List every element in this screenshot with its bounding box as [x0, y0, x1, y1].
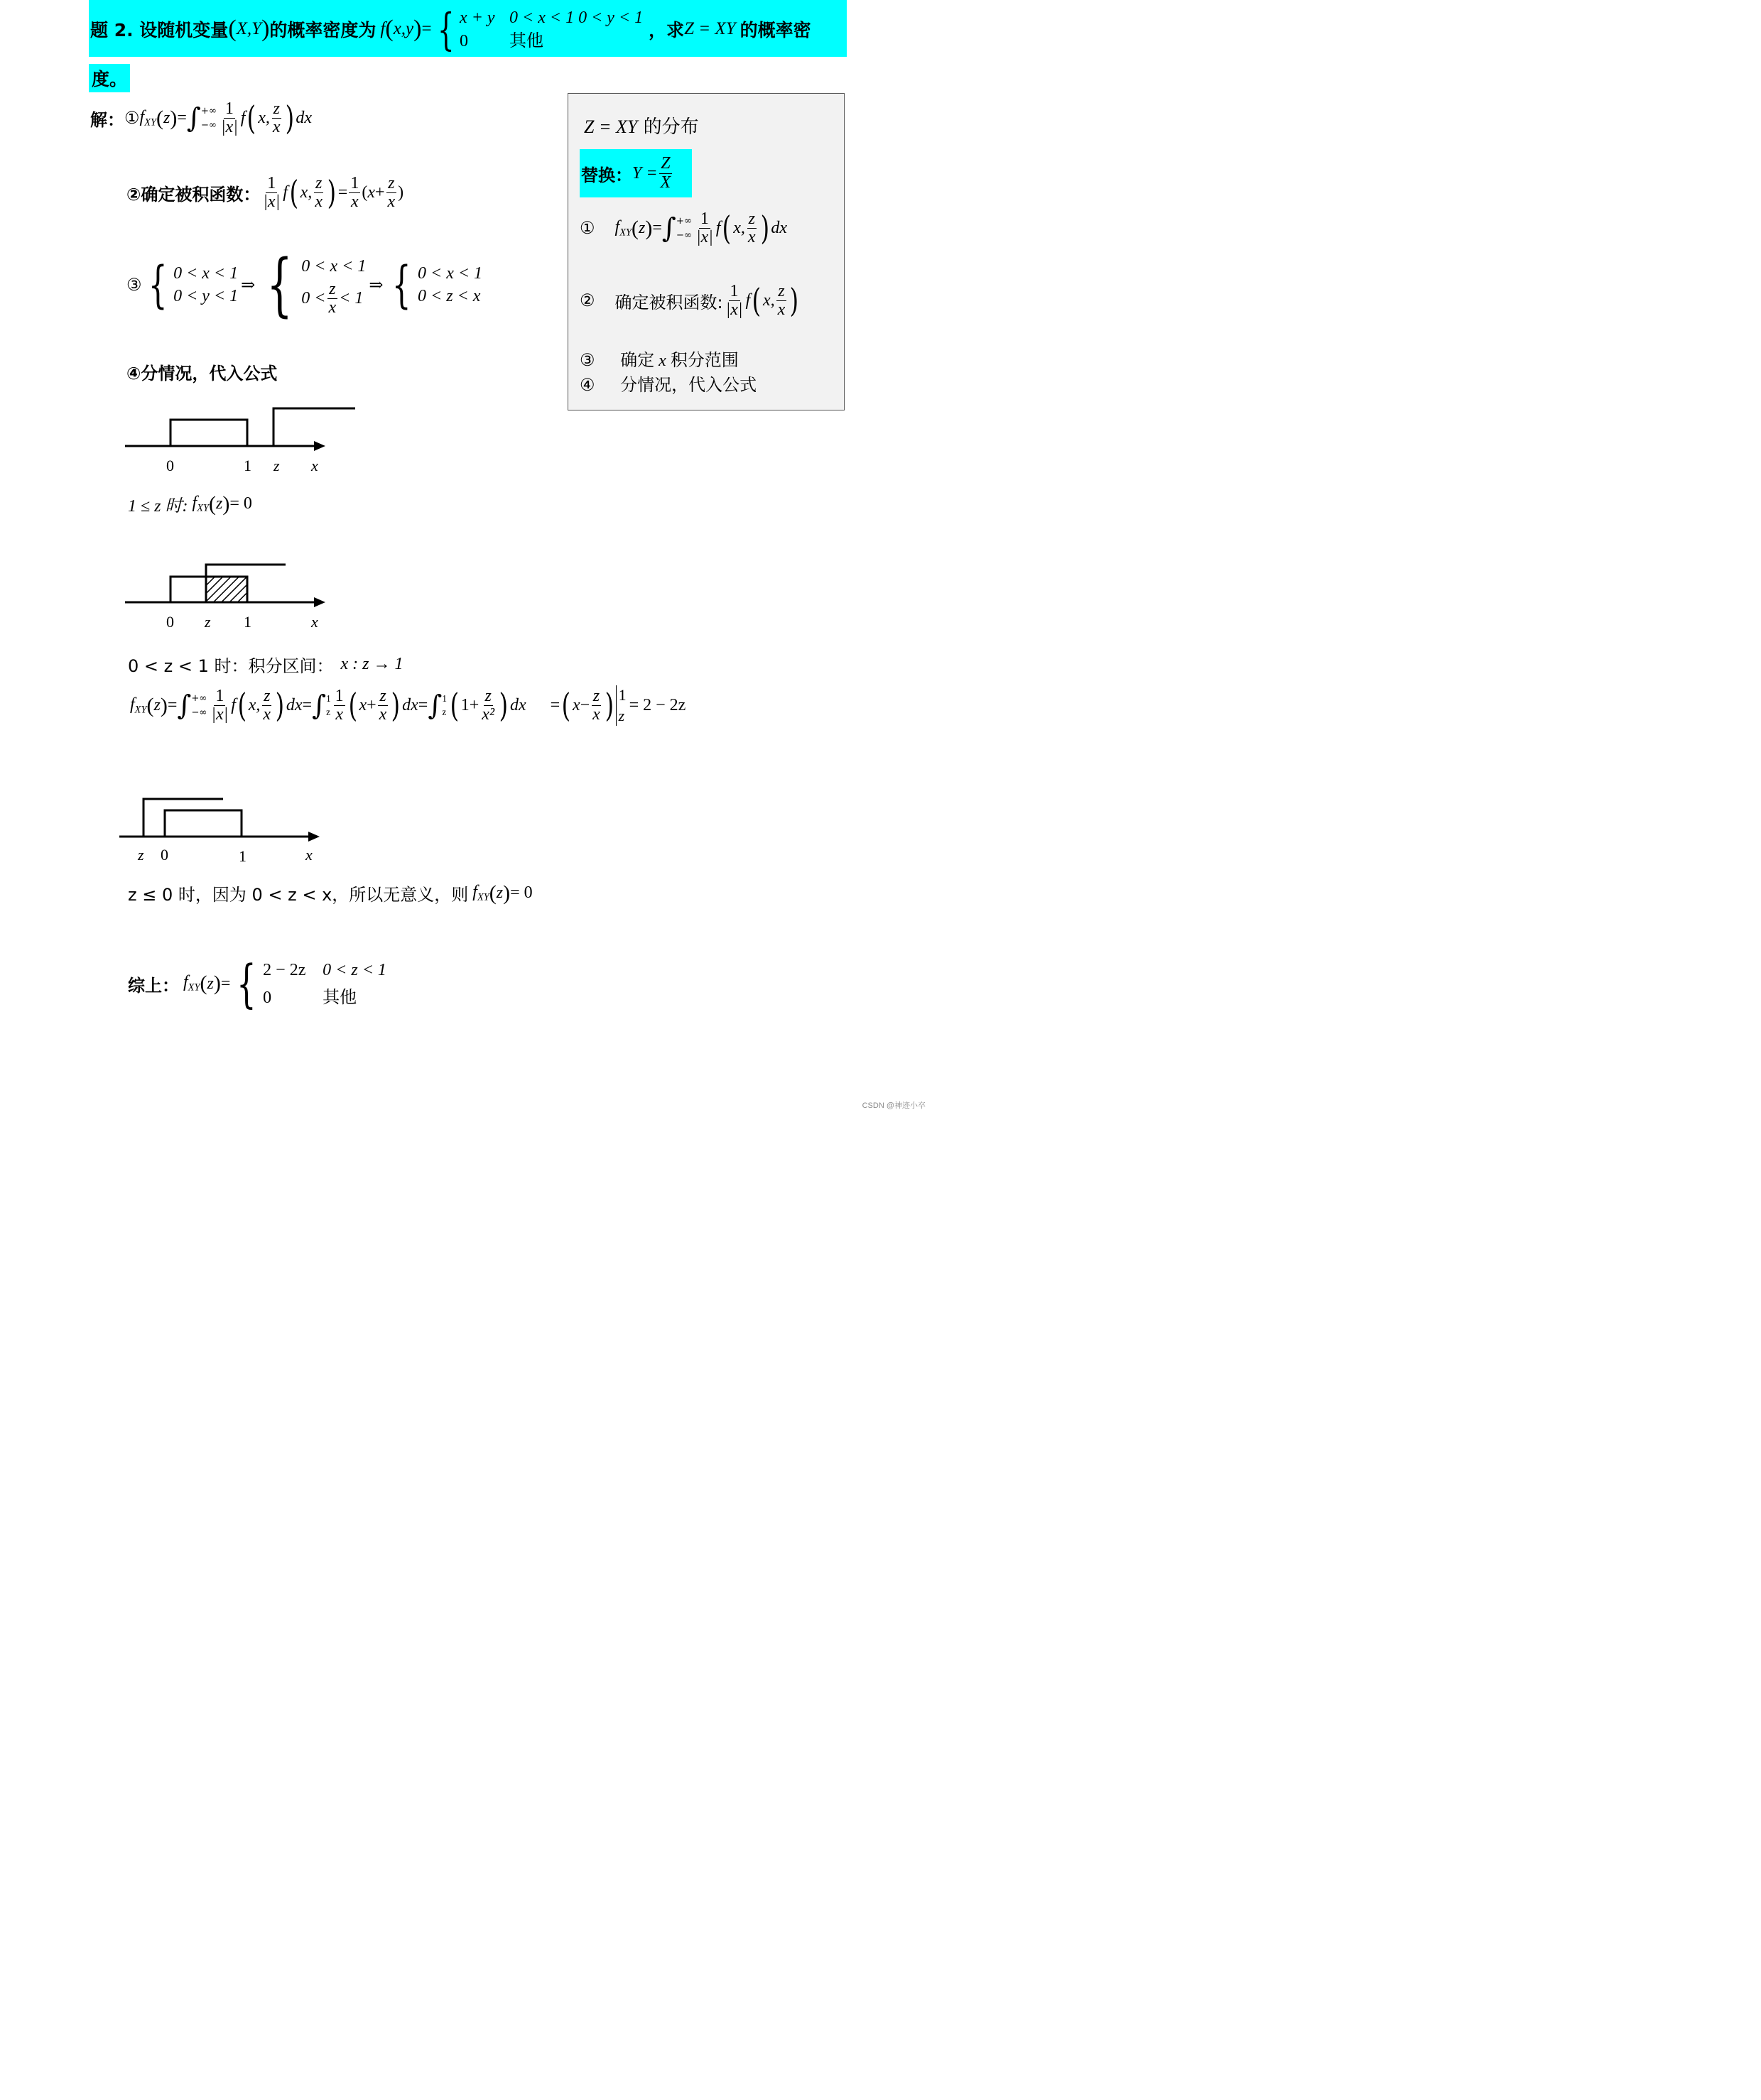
sidebar-step-2: ② 确定被积函数: $\frac{1}{|x|}$ f ( x, $\frac{z}{x}$ ) [580, 281, 799, 320]
svg-text:1: 1 [244, 457, 251, 474]
svg-text:x: x [311, 457, 318, 474]
case-2-interval: 0 < z < 1 时：积分区间： x : z → 1 [128, 655, 403, 676]
case-3-result: z ≤ 0 时，因为 0 < z < x，所以无意义，则 $f_{XY}$ ( z ) = 0 [128, 881, 533, 905]
solution-step-4: ④分情况，代入公式 [126, 364, 278, 383]
svg-text:1: 1 [244, 613, 251, 631]
diagram-case-1 [121, 401, 362, 479]
sidebar-substitution: 替换： Y = $\frac{Z}{X}$ [580, 149, 692, 197]
diagram-case-3 [115, 792, 335, 870]
problem-title: 题 2. 设随机变量 ( X,Y ) 的概率密度为 f ( x,y ) = { x + y 0 < x < 1 0 < y < 1 0 其他 ，求 Z = XY 的概率密 [90, 3, 811, 55]
svg-text:x: x [311, 613, 318, 631]
sidebar-title: Z = XY 的分布 [584, 116, 699, 138]
sidebar-step-4: ④ 分情况，代入公式 [580, 375, 757, 395]
solution-step-3: ③ { 0 < x < 1 0 < y < 1 ⇒ { 0 < x < 1 0 < $\frac{z}{x}$ < 1 ⇒ { 0 < x < 1 0 < z < x [126, 245, 483, 325]
sidebar-step-3: ③ 确定 x 积分范围 [580, 350, 739, 370]
watermark: CSDN @神迹小卒 [862, 1101, 926, 1110]
summary: 综上： $f_{XY}$ ( z ) = { 2 − 2z 0 < z < 1 0 其他 [128, 954, 386, 1013]
svg-text:z: z [205, 613, 211, 631]
svg-text:1: 1 [239, 847, 246, 865]
svg-text:x: x [305, 846, 313, 864]
svg-text:0: 0 [166, 457, 174, 474]
svg-text:z: z [138, 846, 144, 864]
svg-text:z: z [273, 457, 280, 474]
svg-text:0: 0 [161, 846, 168, 864]
case-2-integral: $f_{XY}$ ( z ) = ∫ +∞ −∞ $\frac{1}{|x|}$ f ( x, $\frac{z}{x}$ ) dx = ∫ 1 z $\frac{1}{x}$ ( x + $\frac{z}{x}$ ) dx = ∫ 1 z ( 1+ $\frac{z}{\text{x²}}$ ) dx = ( x − $\frac{z}{x}$ ) 1 z = 2 − 2z [130, 685, 686, 726]
svg-text:0: 0 [166, 613, 174, 631]
diagram-case-2 [121, 557, 341, 636]
sidebar-step-1: ① $f_{XY}$ ( z ) = ∫ +∞ −∞ $\frac{1}{|x|}$ f ( x, $\frac{z}{x}$ ) dx [580, 209, 788, 247]
solution-step-1: 解： ① $f_{XY}$ ( z ) = ∫ +∞ −∞ $\frac{1}{|x|}$ f ( x, $\frac{z}{x}$ ) dx [90, 99, 313, 137]
problem-title-line2: 度。 [89, 64, 130, 92]
solution-step-2: ②确定被积函数： $\frac{1}{|x|}$ f ( x, $\frac{z}{x}$ ) = $\frac{1}{x}$ ( x + $\frac{z}{x}$ ) [126, 173, 404, 212]
case-1-result: 1 ≤ z 时: $f_{XY}$ ( z ) = 0 [128, 491, 252, 516]
